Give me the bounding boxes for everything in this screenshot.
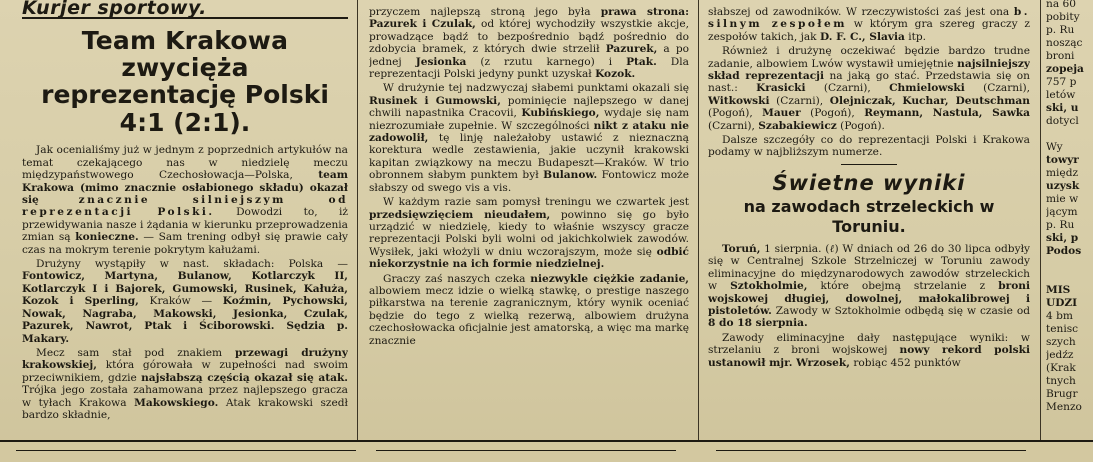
edge-column-line: jedźz [1046,349,1074,361]
article2-headline-line1: Świetne wyniki [772,170,966,195]
bottom-rule-segment [716,450,1026,451]
edge-column [1046,0,1093,442]
article1-headline-line1: Team Krakowa zwycięża [81,26,289,83]
bottom-rule-segment [376,450,676,451]
article-separator [841,164,897,165]
article1-paragraph-3: Mecz sam stał pod znakiem przewagi drużyny krakowskiej, która górowała w zupełności nad swoim przeciwnikiem, gdzie najsłabszą częścią okazał się atak. Trójka jego została zahamowana przez najlepszego gracza w tyłach Krakowa Makowskiego. Atak krakowski szedł bardzo składnie, [22,346,348,421]
column3-paragraph-2: Również i drużynę oczekiwać będzie bardzo trudne zadanie, albowiem Lwów wystawił umiejętnie najsilniejszy skład reprezentacji na jaką go stać. Przedstawia się on nast.: Krasicki (Czarni), Chmielowski (Czarni), Witkowski (Czarni), Olejniczak, Kuchar, Deutschman (Pogoń), Mauer (Pogoń), Reymann, Nastula, Sawka (Czarni), Szabakiewicz (Pogoń). [708,45,1030,132]
edge-column-line: Brugr [1046,388,1078,400]
column-1 [22,0,348,442]
column2-paragraph-3: W każdym razie sam pomysł treningu we czwartek jest przedsięwzięciem nieudałem, powinno się go było urządzić w niedzielę, kiedy to właśnie wszyscy gracze reprezentacji Polski byli wolni od jakichkolwiek zawodów. Wysiłek, jaki włożyli w dniu wczorajszym, może się odbić niekorzystnie na ich formie niedzielnej. [369,196,689,271]
column3-paragraph-3: Dalsze szczegóły co do reprezentacji Polski i Krakowa podamy w najbliższym numerze. [708,134,1030,159]
edge-column-line: Wy [1046,141,1063,153]
column-rule-1 [357,0,358,440]
article1-paragraph-1: Jak ocenialiśmy już w jednym z poprzednich artykułów na temat czekającego nas w niedzielę meczu międzypaństwowego Czechosłowacja—Polska, team Krakowa (mimo znacznie osłabionego składu) okazał się znacznie silniejszym od reprezentacji Polski. Dowodzi to, iż przewidywania nasze i żądania w kierunku przeprowadzenia zmian są konieczne. — Sam trening odbył się prawie cały czas na mokrym terenie pokrytym kałużami. [22,144,348,256]
edge-column-line: p. Ru [1046,24,1075,36]
column3-paragraph-4: Toruń, 1 sierpnia. (ℓ) W dniach od 26 do 30 lipca odbyły się w Centralnej Szkole Strzelniczej w Toruniu zawody eliminacyjne do międzynarodowych zawodów strzeleckich w Sztokholmie, które obejmą strzelanie z broni wojskowej długiej, dowolnej, małokalibrowej i pistoletów. Zawody w Sztokholmie odbędą się w czasie od 8 do 18 sierpnia. [708,242,1030,330]
edge-column-line: broni [1046,50,1075,62]
column3-paragraph-5: Zawody eliminacyjne dały następujące wyniki: w strzelaniu z broni wojskowej nowy rekord polski ustanowił mjr. Wrzosek, robiąc 452 punktów [708,331,1030,369]
column3-paragraph-1: słabszej od zawodników. W rzeczywistości zaś jest ona b. silnym zespołem w którym gra szereg graczy z zespołów takich, jak D. F. C., Slavia itp. [708,6,1030,43]
edge-column-line: pobity [1046,11,1080,23]
edge-column-line: towyr [1046,154,1079,166]
edge-column-line: dotycl [1046,115,1079,127]
edge-column-line: uzysk [1046,180,1080,192]
edge-column-line: Podos [1046,245,1082,257]
edge-column-line: szych [1046,336,1076,348]
edge-column-line: nosząc [1046,37,1083,49]
edge-column-line [1046,258,1093,271]
edge-column-line: UDZI [1046,297,1078,309]
column-rule-2 [698,0,699,440]
edge-column-line: letów [1046,89,1076,101]
edge-column-line: tnych [1046,375,1076,387]
edge-column-line: zopeja [1046,63,1084,75]
edge-column-line: 757 p [1046,76,1077,88]
edge-column-line: ski, p [1046,232,1079,244]
edge-column-line: na 60 [1046,0,1076,10]
edge-column-line: 4 bm [1046,310,1073,322]
edge-column-line: ski, u [1046,102,1079,114]
column2-paragraph-2: W drużynie tej nadzwyczaj słabemi punktami okazali się Rusinek i Gumowski, pominięcie najlepszego w danej chwili napastnika Cracovii, Kubińskiego, wydaje się nam niezrozumiałe zupełnie. W szczególności nikt z ataku nie zadowolił, tę linję należałoby ustawić z nieznaczną korektura wedle zestawienia, jakie uczynił krakowski kapitan związkowy na meczu Budapeszt—Kraków. W trio obronnem słabym punktem był Bulanow. Fontowicz może słabszy od swego vis a vis. [369,82,689,194]
edge-column-line: międz [1046,167,1079,179]
section-masthead: Kurjer sportowy. [22,2,348,19]
edge-column-line [1046,128,1093,141]
page-bottom-border [0,440,1093,462]
edge-column-line: MIS [1046,284,1071,296]
edge-column-line: mie w [1046,193,1079,205]
edge-column-line: p. Ru [1046,219,1075,231]
edge-column-line: jącym [1046,206,1078,218]
article1-paragraph-2: Drużyny wystąpiły w nast. składach: Polska — Fontowicz, Martyna, Bulanow, Kotlarczyk II, Kotlarczyk I i Bajorek, Gumowski, Rusinek, Kałuża, Kozok i Sperling, Kraków — Koźmin, Pychowski, Nowak, Nagraba, Makowski, Jesionka, Czulak, Pazurek, Nawrot, Ptak i Ściborowski. Sędzia p. Makary. [22,258,348,345]
edge-column-line: (Krak [1046,362,1076,374]
bottom-rule-segment [16,450,356,451]
column-3 [708,6,1030,442]
column2-paragraph-1: przyczem najlepszą stroną jego była prawa strona: Pazurek i Czulak, od której wychodziły wszystkie akcje, prowadzące bądź to bezpośrednio bądź pośrednio do zdobycia bramek, z których dwie strzelił Pazurek, a po jednej Jesionka (z rzutu karnego) i Ptak. Dla reprezentacji Polski jedyny punkt uzyskał Kozok. [369,6,689,81]
edge-column-line [1046,271,1093,284]
edge-column-line: Menzo [1046,401,1082,413]
article1-headline-line2: reprezentację Polski 4:1 (2:1). [41,80,329,138]
edge-column-line: tenisc [1046,323,1079,335]
column-2 [369,6,689,442]
article2-headline-line2: na zawodach strzeleckich w Toruniu. [743,196,995,236]
column-rule-3 [1040,0,1041,440]
column2-paragraph-4: Graczy zaś naszych czeka niezwykle ciężkie zadanie, albowiem mecz idzie o wielką stawkę, o prestige naszego piłkarstwa na terenie zagranicznym, który wynik oceniać będzie do tego z wielką rezerwą, albowiem drużyna czechosłowacka oficjalnie jest amatorską, a więc ma markę znacznie [369,272,689,347]
